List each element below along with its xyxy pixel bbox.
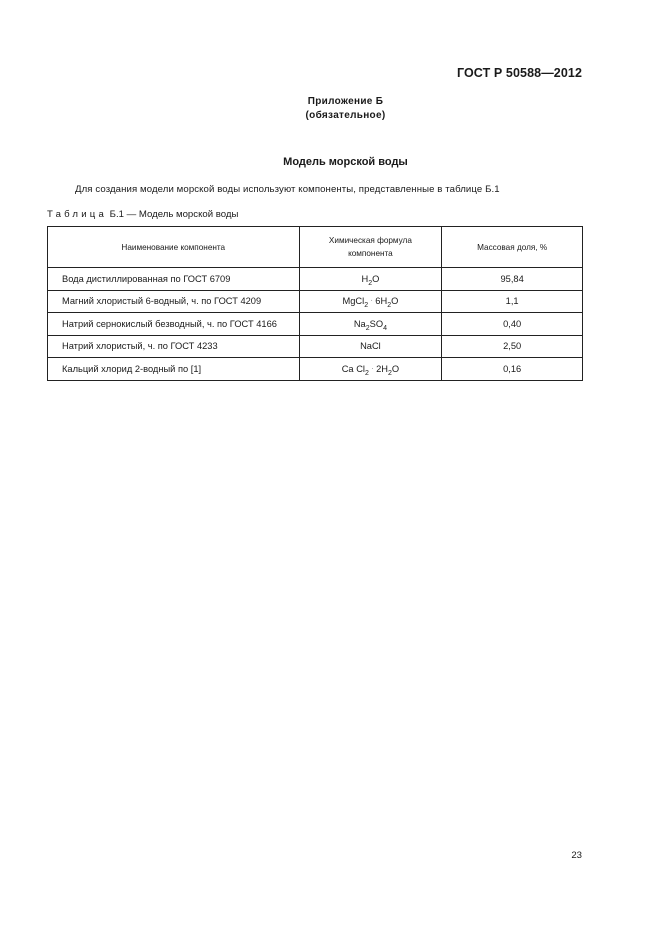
table-row — [48, 290, 583, 313]
cell-formula: NaCl — [299, 335, 442, 358]
column-header-formula-line2: компонента — [348, 249, 393, 258]
table-header-row — [48, 227, 583, 268]
cell-formula: $H_2O$ — [299, 268, 442, 291]
cell-fraction: 2,50 — [442, 335, 583, 358]
table-row — [48, 268, 583, 291]
cell-fraction: 95,84 — [442, 268, 583, 291]
cell-name: Магний хлористый 6-водный, ч. по ГОСТ 4209 — [48, 290, 300, 313]
cell-formula: $Na_2SO_4$ — [299, 313, 442, 336]
cell-fraction: 0,40 — [442, 313, 583, 336]
appendix-title: Приложение Б — [307, 96, 384, 107]
column-header-fraction: Массовая доля, % — [442, 227, 583, 268]
cell-name: Кальций хлорид 2-водный по [1] — [48, 358, 300, 381]
column-header-formula-line1: Химическая формула — [328, 236, 412, 245]
appendix-status: (обязательное) — [305, 110, 386, 121]
intro-paragraph: Для создания модели морской воды используют компоненты, представленные в таблице Б.1 — [75, 184, 500, 195]
column-header-name: Наименование компонента — [48, 227, 300, 268]
section-title: Модель морской воды — [283, 156, 408, 168]
cell-name: Натрий сернокислый безводный, ч. по ГОСТ 4166 — [48, 313, 300, 336]
table-caption-label: Таблица — [47, 209, 108, 220]
cell-fraction: 1,1 — [442, 290, 583, 313]
cell-fraction: 0,16 — [442, 358, 583, 381]
seawater-model-table — [47, 226, 583, 381]
column-header-formula — [299, 227, 442, 268]
table-caption-text: Б.1 — Модель морской воды — [107, 209, 239, 220]
table-row — [48, 358, 583, 381]
cell-name: Вода дистиллированная по ГОСТ 6709 — [48, 268, 300, 291]
appendix-heading — [0, 95, 661, 123]
table-row — [48, 335, 583, 358]
cell-formula: MgCl$_2$ · $6H_2O$ — [299, 290, 442, 313]
standard-code: ГОСТ Р 50588—2012 — [456, 66, 582, 80]
cell-name: Натрий хлористый, ч. по ГОСТ 4233 — [48, 335, 300, 358]
page-number: 23 — [571, 850, 582, 861]
table-caption — [47, 209, 238, 220]
table-row — [48, 313, 583, 336]
cell-formula: Ca $Cl_2$ · $2H_2O$ — [299, 358, 442, 381]
